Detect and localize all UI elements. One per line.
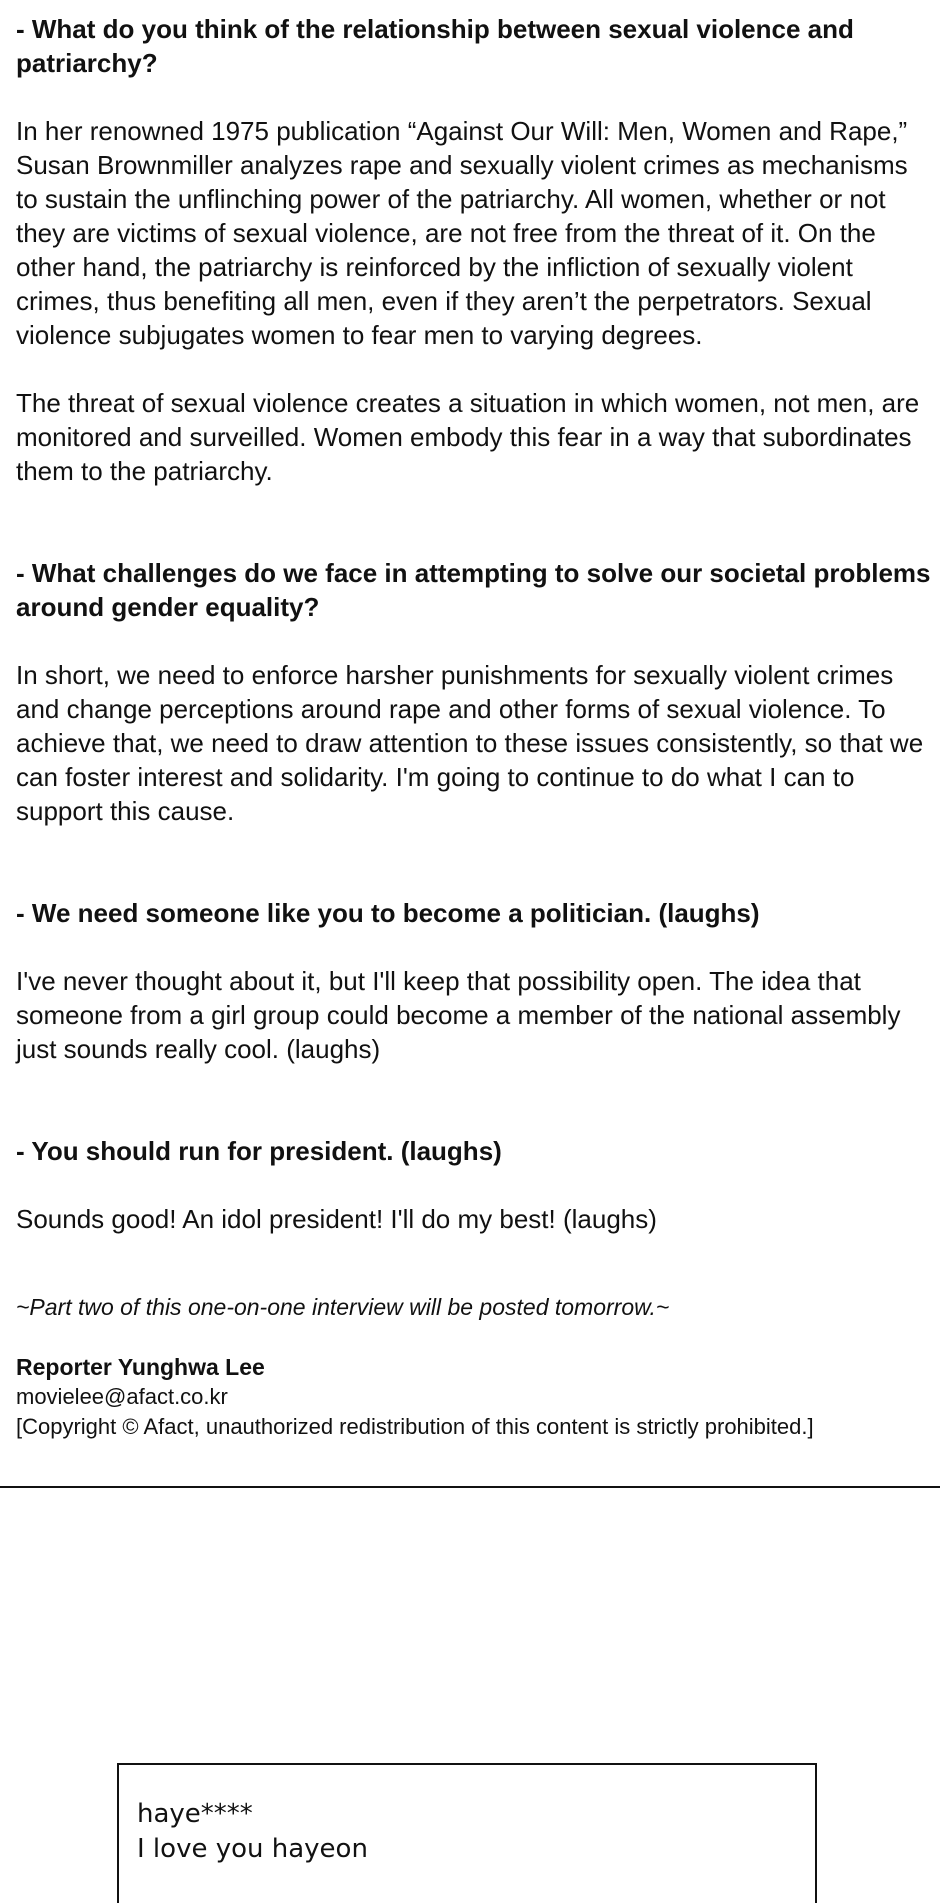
article-body	[16, 12, 931, 1442]
comment-card	[117, 1763, 817, 1903]
comment-text: I love you hayeon	[137, 1834, 368, 1864]
interview-answer: In her renowned 1975 publication “Against Our Will: Men, Women and Rape,” Susan Brownmiller analyzes rape and sexually violent crimes as mechanisms to sustain the unflinching power of the patriarchy. All women, whether or not they are victims of sexual violence, are not free from the threat of it. On the other hand, the patriarchy is reinforced by the infliction of sexually violent crimes, thus benefiting all men, even if they aren’t the perpetrators. Sexual violence subjugates women to fear men to varying degrees.	[16, 116, 908, 350]
interview-answer: The threat of sexual violence creates a situation in which women, not men, are monitored and surveilled. Women embody this fear in a way that subordinates them to the patriarchy.	[16, 388, 920, 486]
comment-username: haye****	[137, 1799, 253, 1829]
interview-answer: Sounds good! An idol president! I'll do my best! (laughs)	[16, 1204, 657, 1234]
interview-answer: I've never thought about it, but I'll keep that possibility open. The idea that someone from a girl group could become a member of the national assembly just sounds really cool. (laughs)	[16, 966, 901, 1064]
interview-answer: In short, we need to enforce harsher punishments for sexually violent crimes and change perceptions around rape and other forms of sexual violence. To achieve that, we need to draw attention to these issues consistently, so that we can foster interest and solidarity. I'm going to continue to do what I can to support this cause.	[16, 660, 924, 826]
divider	[0, 1486, 940, 1488]
interview-question: - What do you think of the relationship between sexual violence and patriarchy?	[16, 14, 854, 78]
copyright-notice: [Copyright © Afact, unauthorized redistribution of this content is strictly prohibited.]	[16, 1414, 814, 1439]
interview-question: - We need someone like you to become a politician. (laughs)	[16, 898, 760, 928]
part-two-note: ~Part two of this one-on-one interview will be posted tomorrow.~	[16, 1294, 670, 1320]
reporter-name: Reporter Yunghwa Lee	[16, 1354, 265, 1380]
interview-question: - You should run for president. (laughs)	[16, 1136, 502, 1166]
interview-question: - What challenges do we face in attempting to solve our societal problems around gender equality?	[16, 558, 931, 622]
reporter-email[interactable]: movielee@afact.co.kr	[16, 1384, 228, 1409]
